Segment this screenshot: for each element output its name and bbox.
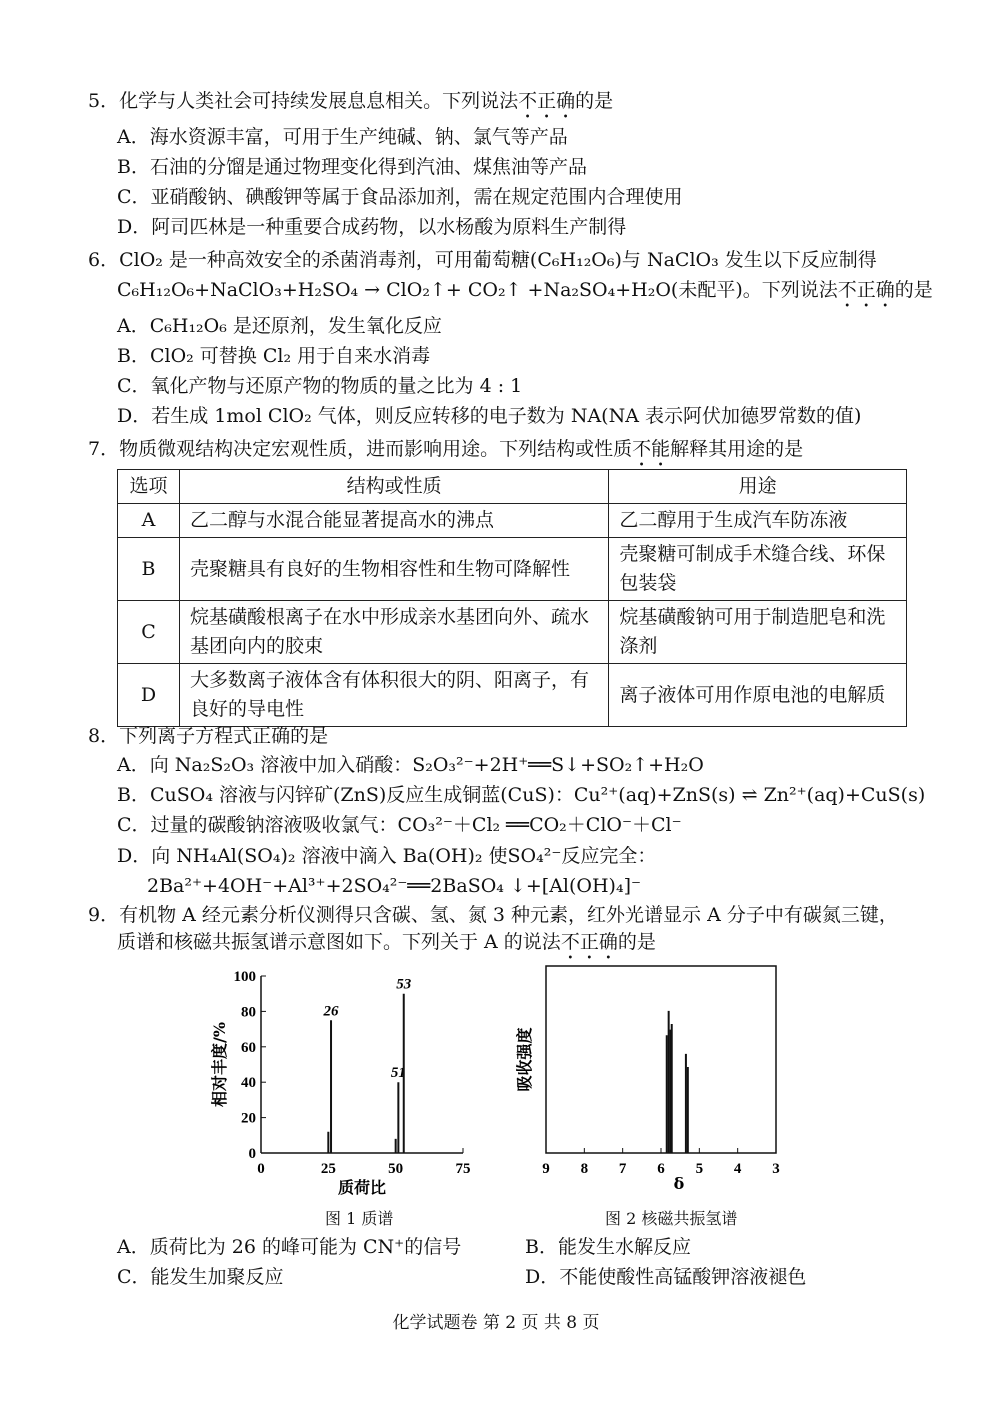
q5-option-c: C．亚硝酸钠、碘酸钾等属于食品添加剂，需在规定范围内合理使用 bbox=[117, 186, 683, 208]
q5-option-d: D．阿司匹林是一种重要合成药物，以水杨酸为原料生产制得 bbox=[117, 216, 627, 238]
table-cell: 壳聚糖具有良好的生物相容性和生物可降解性 bbox=[179, 538, 608, 601]
q8-option-b: B．CuSO₄ 溶液与闪锌矿(ZnS)反应生成铜蓝(CuS)：Cu²⁺(aq)+ZnS(s) ⇌ Zn²⁺(aq)+CuS(s) bbox=[117, 784, 926, 806]
y-axis-title: 相对丰度/% bbox=[210, 1021, 229, 1108]
x-axis-title: 质荷比 bbox=[337, 1178, 387, 1197]
q6-option-a: A．C₆H₁₂O₆ 是还原剂，发生氧化反应 bbox=[117, 315, 442, 337]
q9-stem-line1: 9．有机物 A 经元素分析仪测得只含碳、氢、氮 3 种元素，红外光谱显示 A 分子中有碳氮三键， bbox=[88, 904, 898, 926]
q9-option-d: D．不能使酸性高锰酸钾溶液褪色 bbox=[525, 1266, 807, 1288]
table-header: 选项 bbox=[118, 470, 180, 504]
table-row bbox=[118, 601, 907, 664]
x-tick-label: 4 bbox=[733, 1161, 742, 1177]
q5-option-b: B．石油的分馏是通过物理变化得到汽油、煤焦油等产品 bbox=[117, 156, 587, 178]
table-cell: 离子液体可用作原电池的电解质 bbox=[609, 664, 907, 727]
q8-option-a: A．向 Na₂S₂O₃ 溶液中加入硝酸：S₂O₃²⁻+2H⁺══S↓+SO₂↑+H₂O bbox=[117, 754, 704, 776]
q6-option-d: D．若生成 1mol ClO₂ 气体，则反应转移的电子数为 NA(NA 表示阿伏加德罗常数的值) bbox=[117, 405, 862, 427]
q6-option-c: C．氧化产物与还原产物的物质的量之比为 4 : 1 bbox=[117, 375, 523, 397]
table-header: 结构或性质 bbox=[179, 470, 608, 504]
nmr-spectrum-chart bbox=[510, 962, 800, 1202]
y-tick-label: 20 bbox=[241, 1110, 256, 1127]
table-cell: D bbox=[118, 664, 180, 727]
q9-stem-line2: 质谱和核磁共振氢谱示意图如下。下列关于 A 的说法不正确的是 bbox=[117, 931, 656, 953]
q8-option-d-line1: D．向 NH₄Al(SO₄)₂ 溶液中滴入 Ba(OH)₂ 使SO₄²⁻反应完全： bbox=[117, 845, 657, 867]
q9-option-b: B．能发生水解反应 bbox=[525, 1236, 691, 1258]
table-cell: 壳聚糖可制成手术缝合线、环保包装袋 bbox=[609, 538, 907, 601]
x-tick-label: 5 bbox=[695, 1161, 704, 1177]
plot-frame bbox=[546, 966, 776, 1153]
figure2-caption: 图 2 核磁共振氢谱 bbox=[605, 1209, 738, 1228]
x-tick-label: 9 bbox=[542, 1161, 550, 1177]
y-tick-label: 60 bbox=[241, 1039, 256, 1056]
q9-option-c: C．能发生加聚反应 bbox=[117, 1266, 284, 1288]
x-axis-title: δ bbox=[673, 1174, 685, 1193]
table-cell: A bbox=[118, 504, 180, 538]
page-footer: 化学试题卷 第 2 页 共 8 页 bbox=[392, 1313, 600, 1333]
x-tick-label: 75 bbox=[455, 1161, 471, 1177]
table-cell: 烷基磺酸根离子在水中形成亲水基团向外、疏水基团向内的胶束 bbox=[179, 601, 608, 664]
x-tick-label: 6 bbox=[657, 1161, 665, 1177]
table-cell: C bbox=[118, 601, 180, 664]
q8-option-c: C．过量的碳酸钠溶液吸收氯气：CO₃²⁻＋Cl₂ ══CO₂＋ClO⁻＋Cl⁻ bbox=[117, 814, 682, 836]
peak-label: 51 bbox=[390, 1065, 406, 1082]
x-tick-label: 50 bbox=[388, 1161, 404, 1177]
q5-stem: 5．化学与人类社会可持续发展息息相关。下列说法不正确的是 bbox=[88, 90, 614, 112]
table-row bbox=[118, 538, 907, 601]
q8-option-d-line2: 2Ba²⁺+4OH⁻+Al³⁺+2SO₄²⁻══2BaSO₄ ↓+[Al(OH)₄]⁻ bbox=[147, 875, 642, 897]
y-axis-title: 吸收强度 bbox=[515, 1027, 534, 1092]
q6-option-b: B．ClO₂ 可替换 Cl₂ 用于自来水消毒 bbox=[117, 345, 431, 367]
x-tick-label: 3 bbox=[772, 1161, 780, 1177]
table-row bbox=[118, 664, 907, 727]
table-cell: 大多数离子液体含有体积很大的阴、阳离子，有良好的导电性 bbox=[179, 664, 608, 727]
x-tick-label: 8 bbox=[580, 1161, 589, 1177]
q5-option-a: A．海水资源丰富，可用于生产纯碱、钠、氯气等产品 bbox=[117, 126, 568, 148]
q6-stem-line1: 6．ClO₂ 是一种高效安全的杀菌消毒剂，可用葡萄糖(C₆H₁₂O₆)与 NaClO₃ 发生以下反应制得 bbox=[88, 249, 877, 271]
peak-label: 53 bbox=[396, 976, 412, 993]
table-row bbox=[118, 504, 907, 538]
q9-option-a: A．质荷比为 26 的峰可能为 CN⁺的信号 bbox=[117, 1236, 462, 1258]
table-cell: 乙二醇用于生成汽车防冻液 bbox=[609, 504, 907, 538]
y-tick-label: 0 bbox=[248, 1146, 256, 1162]
table-cell: B bbox=[118, 538, 180, 601]
mass-spectrum-chart bbox=[205, 962, 485, 1202]
q8-stem: 8．下列离子方程式正确的是 bbox=[88, 725, 329, 747]
y-tick-label: 80 bbox=[241, 1004, 256, 1021]
x-tick-label: 7 bbox=[618, 1161, 627, 1177]
q7-stem: 7．物质微观结构决定宏观性质，进而影响用途。下列结构或性质不能解释其用途的是 bbox=[88, 438, 804, 460]
figure1-caption: 图 1 质谱 bbox=[325, 1209, 394, 1228]
x-tick-label: 0 bbox=[257, 1161, 265, 1177]
q6-stem-line2: C₆H₁₂O₆+NaClO₃+H₂SO₄ → ClO₂↑+ CO₂↑ +Na₂SO₄+H₂O(未配平)。下列说法不正确的是 bbox=[117, 279, 933, 301]
y-tick-label: 100 bbox=[233, 969, 256, 985]
table-header-row bbox=[118, 470, 907, 504]
x-tick-label: 25 bbox=[320, 1161, 336, 1177]
table-header: 用途 bbox=[609, 470, 907, 504]
y-tick-label: 40 bbox=[241, 1075, 256, 1092]
table-cell: 乙二醇与水混合能显著提高水的沸点 bbox=[179, 504, 608, 538]
peak-label: 26 bbox=[323, 1003, 339, 1020]
table-cell: 烷基磺酸钠可用于制造肥皂和洗涤剂 bbox=[609, 601, 907, 664]
q7-table bbox=[117, 469, 907, 727]
